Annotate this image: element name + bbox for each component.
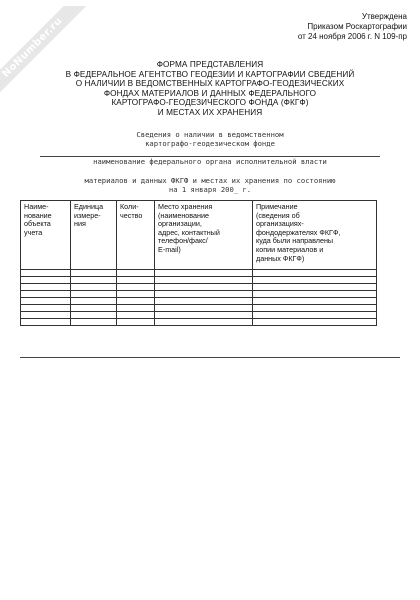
- status-line-2: на 1 января 200_ г.: [168, 185, 252, 194]
- table-cell[interactable]: [253, 298, 377, 305]
- table-cell[interactable]: [21, 291, 71, 298]
- table-cell[interactable]: [71, 277, 117, 284]
- form-title: [40, 60, 380, 118]
- watermark-text: NoNumber.ru: [0, 6, 94, 114]
- header-object-name: Наиме- нование объекта учета: [21, 201, 71, 270]
- table-cell[interactable]: [21, 312, 71, 319]
- authority-caption: наименование федерального органа исполнительной власти: [93, 157, 327, 166]
- table-cell[interactable]: [21, 277, 71, 284]
- title-line: ФОРМА ПРЕДСТАВЛЕНИЯ: [156, 60, 264, 69]
- header-note: Примечание (сведения об организациях- фондодержателях ФКГФ, куда были направлены копии материалов и данных ФКГФ): [253, 201, 377, 270]
- table-cell[interactable]: [71, 319, 117, 326]
- table-row: [21, 284, 377, 291]
- subtitle-line-1: Сведения о наличии в ведомственном: [136, 130, 284, 139]
- approval-line-3: от 24 ноября 2006 г. N 109-пр: [297, 32, 407, 41]
- subtitle-block: [40, 130, 380, 148]
- table-cell[interactable]: [155, 270, 253, 277]
- table-cell[interactable]: [253, 284, 377, 291]
- table-cell[interactable]: [117, 319, 155, 326]
- table-row: [21, 312, 377, 319]
- status-line-1: материалов и данных ФКГФ и местах их хранения по состоянию: [84, 176, 336, 185]
- table-cell[interactable]: [21, 319, 71, 326]
- title-line: ФОНДАХ МАТЕРИАЛОВ И ДАННЫХ ФЕДЕРАЛЬНОГО: [103, 88, 317, 98]
- table-cell[interactable]: [253, 270, 377, 277]
- table-cell[interactable]: [117, 298, 155, 305]
- table-cell[interactable]: [155, 291, 253, 298]
- table-cell[interactable]: [71, 298, 117, 305]
- table-cell[interactable]: [155, 277, 253, 284]
- bottom-rule: [20, 357, 400, 358]
- table-cell[interactable]: [117, 270, 155, 277]
- table-header-row: [21, 201, 377, 270]
- table-row: [21, 298, 377, 305]
- inventory-table: [20, 200, 377, 326]
- header-quantity: Коли- чество: [117, 201, 155, 270]
- table-cell[interactable]: [21, 305, 71, 312]
- table-cell[interactable]: [253, 291, 377, 298]
- approval-line-1: Утверждена: [361, 12, 407, 21]
- table-cell[interactable]: [253, 277, 377, 284]
- table-cell[interactable]: [253, 312, 377, 319]
- table-cell[interactable]: [253, 305, 377, 312]
- table-cell[interactable]: [155, 298, 253, 305]
- table-row: [21, 291, 377, 298]
- table-row: [21, 270, 377, 277]
- title-line: И МЕСТАХ ИХ ХРАНЕНИЯ: [157, 107, 263, 117]
- table-cell[interactable]: [71, 284, 117, 291]
- table-cell[interactable]: [71, 305, 117, 312]
- table-cell[interactable]: [117, 284, 155, 291]
- subtitle-line-2: картографо-геодезическом фонде: [145, 139, 275, 148]
- table-cell[interactable]: [21, 270, 71, 277]
- table-cell[interactable]: [155, 312, 253, 319]
- table-cell[interactable]: [155, 305, 253, 312]
- header-unit: Единица измере- ния: [71, 201, 117, 270]
- table-cell[interactable]: [117, 277, 155, 284]
- header-storage-place: Место хранения (наименование организации, адрес, контактный телефон/факс/ E-mail): [155, 201, 253, 270]
- table-cell[interactable]: [253, 319, 377, 326]
- table-row: [21, 277, 377, 284]
- table-cell[interactable]: [71, 312, 117, 319]
- table-cell[interactable]: [117, 305, 155, 312]
- table-cell[interactable]: [155, 284, 253, 291]
- table-cell[interactable]: [117, 312, 155, 319]
- table-cell[interactable]: [21, 298, 71, 305]
- table-cell[interactable]: [21, 284, 71, 291]
- table-cell[interactable]: [117, 291, 155, 298]
- title-line: В ФЕДЕРАЛЬНОЕ АГЕНТСТВО ГЕОДЕЗИИ И КАРТОГРАФИИ СВЕДЕНИЙ: [65, 69, 355, 79]
- title-line: О НАЛИЧИИ В ВЕДОМСТВЕННЫХ КАРТОГРАФО-ГЕОДЕЗИЧЕСКИХ: [75, 79, 345, 89]
- table-cell[interactable]: [71, 270, 117, 277]
- title-line: КАРТОГРАФО-ГЕОДЕЗИЧЕСКОГО ФОНДА (ФКГФ): [111, 98, 309, 108]
- table-row: [21, 319, 377, 326]
- table-cell[interactable]: [155, 319, 253, 326]
- status-block: [30, 176, 390, 194]
- approval-line-2: Приказом Роскартографии: [307, 22, 407, 31]
- table-cell[interactable]: [71, 291, 117, 298]
- table-row: [21, 305, 377, 312]
- approval-block: [298, 12, 407, 42]
